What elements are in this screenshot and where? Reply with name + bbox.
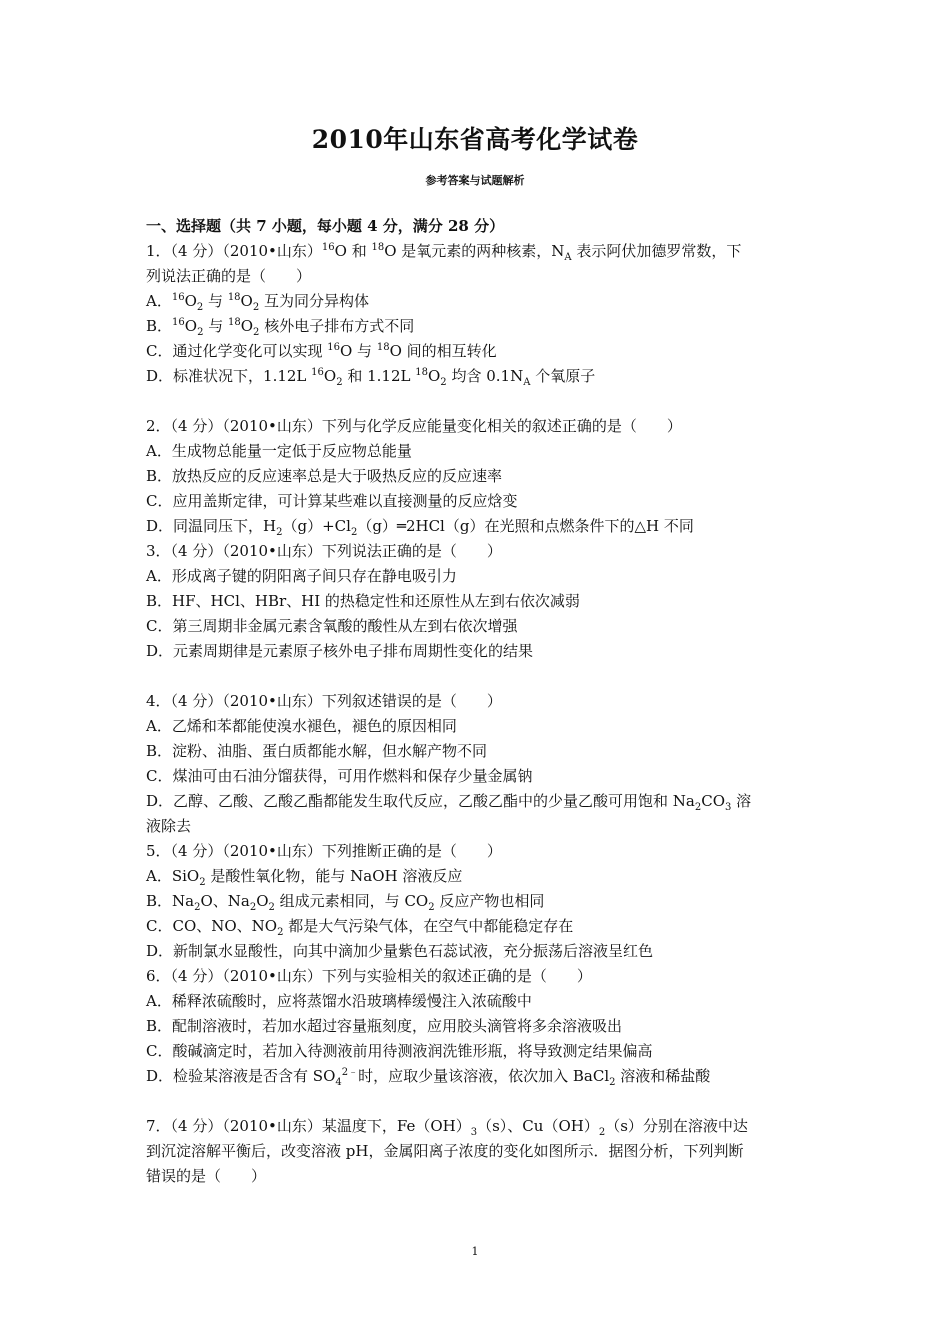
section-heading: 一、选择题（共 7 小题，每小题 4 分，满分 28 分）: [146, 217, 505, 235]
question-2-option-b: B．放热反应的反应速率总是大于吸热反应的反应速率: [146, 467, 503, 485]
question-4-option-c: C．煤油可由石油分馏获得，可用作燃料和保存少量金属钠: [146, 767, 533, 785]
question-1-stem-line1: 1．（4 分）（2010•山东）$^{16}$O 和 $^{18}$O 是氧元素的两种核素，$N_A$ 表示阿伏加德罗常数，下: [146, 242, 742, 263]
question-5-option-c: C．CO、NO、$NO_2$ 都是大气污染气体，在空气中都能稳定存在: [146, 917, 574, 938]
page-number: 1: [471, 1245, 479, 1258]
question-1-option-c: C．通过化学变化可以实现 $^{16}$O 与 $^{18}$O 间的相互转化: [146, 342, 497, 360]
question-6-option-d: D．检验某溶液是否含有 $SO_4^{2﹣}$时，应取少量该溶液，依次加入 BaCl$_2$ 溶液和稀盐酸: [146, 1067, 711, 1088]
question-2-option-c: C．应用盖斯定律，可计算某些难以直接测量的反应焓变: [146, 492, 518, 510]
question-3-option-d: D．元素周期律是元素原子核外电子排布周期性变化的结果: [146, 642, 534, 660]
question-2-stem: 2．（4 分）（2010•山东）下列与化学反应能量变化相关的叙述正确的是（ ）: [146, 417, 682, 435]
question-6-stem: 6．（4 分）（2010•山东）下列与实验相关的叙述正确的是（ ）: [146, 967, 592, 985]
question-2-option-a: A．生成物总能量一定低于反应物总能量: [146, 442, 412, 460]
question-7-stem-line3: 错误的是（ ）: [146, 1167, 267, 1185]
question-4-option-d: D．乙醇、乙酸、乙酸乙酯都能发生取代反应，乙酸乙酯中的少量乙酸可用饱和 $Na_2CO_3$ 溶: [146, 792, 752, 813]
question-3-option-a: A．形成离子键的阴阳离子间只存在静电吸引力: [146, 567, 457, 585]
question-3-option-c: C．第三周期非金属元素含氧酸的酸性从左到右依次增强: [146, 617, 518, 635]
page-subtitle: 参考答案与试题解析: [425, 174, 525, 187]
question-4-option-a: A．乙烯和苯都能使溴水褪色，褪色的原因相同: [146, 717, 457, 735]
question-1-stem-line2: 列说法正确的是（ ）: [146, 267, 312, 285]
spacer: [146, 1089, 814, 1114]
question-6-option-a: A．稀释浓硫酸时，应将蒸馏水沿玻璃棒缓慢注入浓硫酸中: [146, 992, 532, 1010]
question-4-stem: 4．（4 分）（2010•山东）下列叙述错误的是（ ）: [146, 692, 502, 710]
question-5-option-d: D．新制氯水显酸性，向其中滴加少量紫色石蕊试液，充分振荡后溶液呈红色: [146, 942, 654, 960]
question-5-option-b: B．$Na_2O$、$Na_2O_2$ 组成元素相同，与 $CO_2$ 反应产物也相同: [146, 892, 545, 913]
question-6-option-c: C．酸碱滴定时，若加入待测液前用待测液润洗锥形瓶，将导致测定结果偏高: [146, 1042, 653, 1060]
question-1-option-a: A．$^{16}O_2$ 与 $^{18}O_2$ 互为同分异构体: [146, 292, 370, 313]
question-1-option-b: B．$^{16}O_2$ 与 $^{18}O_2$ 核外电子排布方式不同: [146, 317, 415, 338]
question-5-stem: 5．（4 分）（2010•山东）下列推断正确的是（ ）: [146, 842, 502, 860]
question-6-option-b: B．配制溶液时，若加水超过容量瓶刻度，应用胶头滴管将多余溶液吸出: [146, 1017, 623, 1035]
spacer: [146, 389, 814, 414]
question-3-option-b: B．HF、HCl、HBr、HI 的热稳定性和还原性从左到右依次减弱: [146, 592, 580, 610]
spacer: [146, 664, 814, 689]
question-2-option-d: D．同温同压下，$H_2(g)+Cl_2(g)═2HCl(g)$在光照和点燃条件下的△H 不同: [146, 517, 694, 538]
question-7-stem-line2: 到沉淀溶解平衡后，改变溶液 pH，金属阳离子浓度的变化如图所示．据图分析，下列判断: [146, 1142, 744, 1160]
page-title: 2010年山东省高考化学试卷: [311, 125, 639, 154]
question-4-option-b: B．淀粉、油脂、蛋白质都能水解，但水解产物不同: [146, 742, 488, 760]
question-1-option-d: D．标准状况下，1.12L $^{16}O_2$ 和 1.12L $^{18}O_2$ 均含 $0.1N_A$ 个氧原子: [146, 367, 596, 388]
question-4-option-d-cont: 液除去: [146, 817, 192, 835]
exam-content: [146, 214, 814, 1189]
question-5-option-a: A．SiO$_2$ 是酸性氧化物，能与 NaOH 溶液反应: [146, 867, 463, 888]
question-3-stem: 3．（4 分）（2010•山东）下列说法正确的是（ ）: [146, 542, 502, 560]
question-7-stem-line1: 7．（4 分）（2010•山东）某温度下，$Fe(OH)_3(s)$、$Cu(OH)_2(s)$分别在溶液中达: [146, 1117, 748, 1138]
